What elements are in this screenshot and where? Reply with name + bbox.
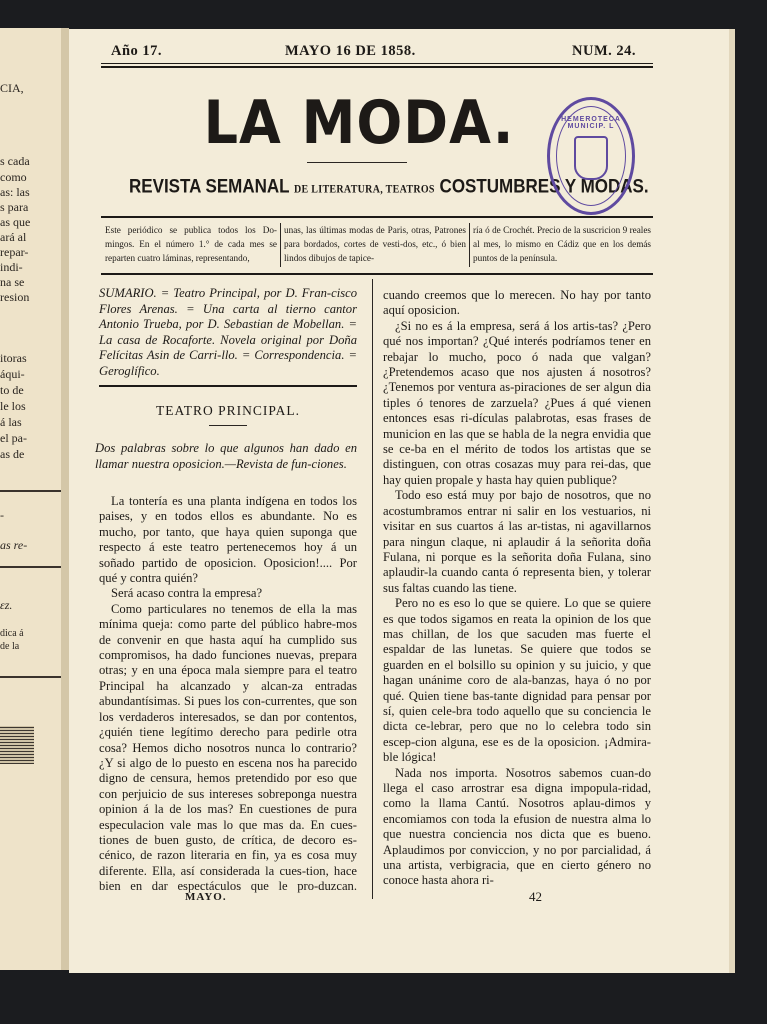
header-rule-thin	[101, 63, 653, 64]
header-rule-thick	[101, 66, 653, 68]
left-text-column	[99, 494, 357, 894]
fragment-line: to de	[0, 383, 24, 397]
fragment-line: s para	[0, 200, 29, 214]
notice-divider	[280, 223, 281, 267]
fragment-line: ará al	[0, 230, 27, 244]
sumario: SUMARIO. = Teatro Principal, por D. Fran-cisco Flores Arenas. = Una carta al tierno cantor Antonio Trueba, por D. Sebastian de Mobellan. = La casa de Rocaforte. Novela original por Doña Felícitas Asin de Carri-llo. = Correspondencia. = Geroglífico.	[99, 286, 357, 378]
notice-column-3: ría ó de Crochét. Precio de la suscricion 9 reales al mes, lo mismo en Cádiz que en los demás puntos de la península.	[473, 225, 651, 263]
fragment-line: el pa-	[0, 431, 27, 445]
notice-column-2: unas, las últimas modas de Paris, otras, Patrones para bordados, cortes de vesti-dos, etc., ó bien lindos dibujos de tapice-	[284, 225, 466, 263]
paragraph: ¿Si no es á la empresa, será á los artis-tas? ¿Pero qué nos importan? ¿Qué interés podríamos tener en rebajar lo mucho, poco ó nada que valgan? ¿Pretendemos acaso que nos ajusten á nosotros? ¿Tenemos por ventura as-piraciones de ser algun dia tiples ó tenores de zarzuela? ¿Pues á qué vienen entonces esas ri-dículas palabrotas, esas frases de municion en las que se habla de la negra envidia que se ce-ba en el mérito de todos los artistas que se distinguen, con otras cosazas muy para rei-das, que hay quien propale y hasta hay quien publique?	[383, 318, 651, 487]
fragment-line: itoras	[0, 351, 27, 365]
issue-number: NUM. 24.	[572, 43, 637, 59]
footer-month: MAYO.	[185, 891, 227, 903]
library-stamp	[547, 97, 635, 215]
section-title: TEATRO PRINCIPAL.	[155, 403, 301, 418]
paragraph: Como particulares no tenemos de ella la mas mínima queja: como parte del público habre-mos de convenir en que hasta aquí ha cumplido sus compromisos, ha dado funciones nuevas, prepara otras; y en una época mala siempre para el teatro Principal ha alcanzado y alcan-za entradas abundantísimas. Si pues los con-currentes, que son los verdaderos interesados, se dan por contentos, ¿quién tiene legítimo derecho para pedirle otra cosa? Hemos dicho nosotros nunca lo contrario? ¿Y si algo de lo puesto en escena nos ha parecido digno de censura, hemos pretendido por eso que con perjuicio de sus intereses sobreponga nuestra opinion á la de los mas? En cuestiones de pura especulacion vale mas lo que mas da. En cues-tiones de buen gusto, de crítica, de decoro es-cénico, de razon literaria en fin, ya es cosa muy diferente. Ella, así considerada la cues-tion, hace bien en dar espectáculos que le pro-duzcan.	[99, 601, 357, 894]
fragment-line: á las	[0, 415, 22, 429]
fragment-rule	[0, 490, 61, 492]
sumario-rule	[99, 385, 357, 387]
stamp-crest-icon	[574, 136, 608, 180]
fragment-line: as de	[0, 447, 25, 461]
page-gutter	[61, 28, 69, 970]
paragraph: Será acaso contra la empresa?	[111, 586, 263, 601]
fragment-line: indi-	[0, 260, 23, 274]
fragment-line: repar-	[0, 245, 29, 259]
stamp-text: HEMEROTECA MUNICIP. L	[561, 116, 621, 130]
notice-divider	[469, 223, 470, 267]
paragraph: Pero no es eso lo que se quiere. Lo que se quiere es que todos sigamos en reata la opinion de los que mas chillan, de los que sacuden mas fuerte el espaldar de las lunetas. Se quiere que todos se guarden en el bolsillo su opinion y su juicio, y que hagan unánime coro de ala-banzas, haya ó no por qué. Quien tiene bas-tante dignidad para pensar por sí, quien cele-bra todo aquello que su conciencia le dicta ce-lebrar, pero que no lo celebra todo sin escep-cion alguna, ese es de la oposicion. ¡Admira-ble lógica!	[383, 596, 651, 765]
fragment-line: de la	[0, 641, 20, 652]
article-epigraph: Dos palabras sobre lo que algunos han dado en llamar nuestra oposicion.—Revista de fun-ciones.	[95, 441, 357, 471]
fragment-line: le los	[0, 399, 26, 413]
notice-column-1: Este periódico se publica todos los Do-mingos. En el número 1.° de cada mes se reparten cuatro láminas, representando,	[105, 225, 277, 263]
subtitle-part-a: REVISTA SEMANAL	[129, 175, 290, 197]
fragment-line: as re-	[0, 538, 28, 552]
fragment-line: resion	[0, 290, 30, 304]
adjacent-page-fragment	[0, 28, 62, 970]
paragraph: Nada nos importa. Nosotros sabemos cuan-do llega el caso arrostrar esa digna impopula-ridad, como la llama Cantú. Nosotros aplau-dimos y encomiamos con toda la efusion de nuestra alma lo que nuestra conciencia nos dicta que es bueno. Aplaudimos por conviccion, y no por parcialidad, á una artista, verbigracia, que en cierto género no conoce hasta ahora ri-	[383, 765, 651, 888]
issue-date: MAYO 16 DE 1858.	[285, 43, 416, 59]
subtitle-part-b: DE LITERATURA, TEATROS	[294, 183, 435, 196]
fragment-line: -	[0, 508, 4, 522]
title-rule	[307, 162, 407, 163]
fragment-line: na se	[0, 275, 25, 289]
newspaper-page	[69, 29, 729, 973]
masthead-title: LA MODA.	[203, 87, 515, 158]
fragment-line: as: las	[0, 185, 30, 199]
fragment-rule	[0, 676, 61, 678]
fragment-line: CIA,	[0, 81, 24, 95]
fragment-line: como	[0, 170, 27, 184]
paragraph: cuando creemos que lo merecen. No hay por tanto aquí oposicion.	[383, 288, 651, 318]
fragment-rule	[0, 566, 61, 568]
paragraph: Todo eso está muy por bajo de nosotros, que no acostumbramos entrar ni salir en los vestuarios, ni visitar en sus cuartos á las ar-tistas, ni agavillarnos para ningun claque, ni aplaudir á la señorita doña Fulana, ni porque es la señorita doña Fulana, sino aplaudir-la cuando canta ó representa bien, y tolerar sus faltas cuando las tiene.	[383, 488, 651, 595]
fragment-line: áqui-	[0, 367, 25, 381]
fragment-line: dica á	[0, 628, 24, 639]
page-edge	[729, 29, 735, 973]
page-number: 42	[529, 889, 542, 904]
issue-year: Año 17.	[111, 43, 163, 59]
notice-rule-bottom	[101, 273, 653, 275]
fragment-line: s cada	[0, 154, 30, 168]
right-text-column	[383, 288, 651, 893]
fragment-line: ɛz.	[0, 598, 13, 612]
fragment-line: as que	[0, 215, 31, 229]
notice-rule-top	[101, 216, 653, 218]
fragment-engraving	[0, 726, 34, 764]
section-title-rule	[209, 425, 247, 426]
subtitle-part-c: COSTUMBRES Y MODAS.	[439, 175, 649, 197]
paragraph: La tontería es una planta indígena en todos los paises, y en todos ellos es abundante. No es mucho, por tanto, que haya quien suponga que respecto á este teatro pertenecemos hoy á un soñado partido de oposicion. Oposicion!.... Por qué y contra quién?	[99, 494, 357, 586]
column-divider	[372, 279, 373, 899]
